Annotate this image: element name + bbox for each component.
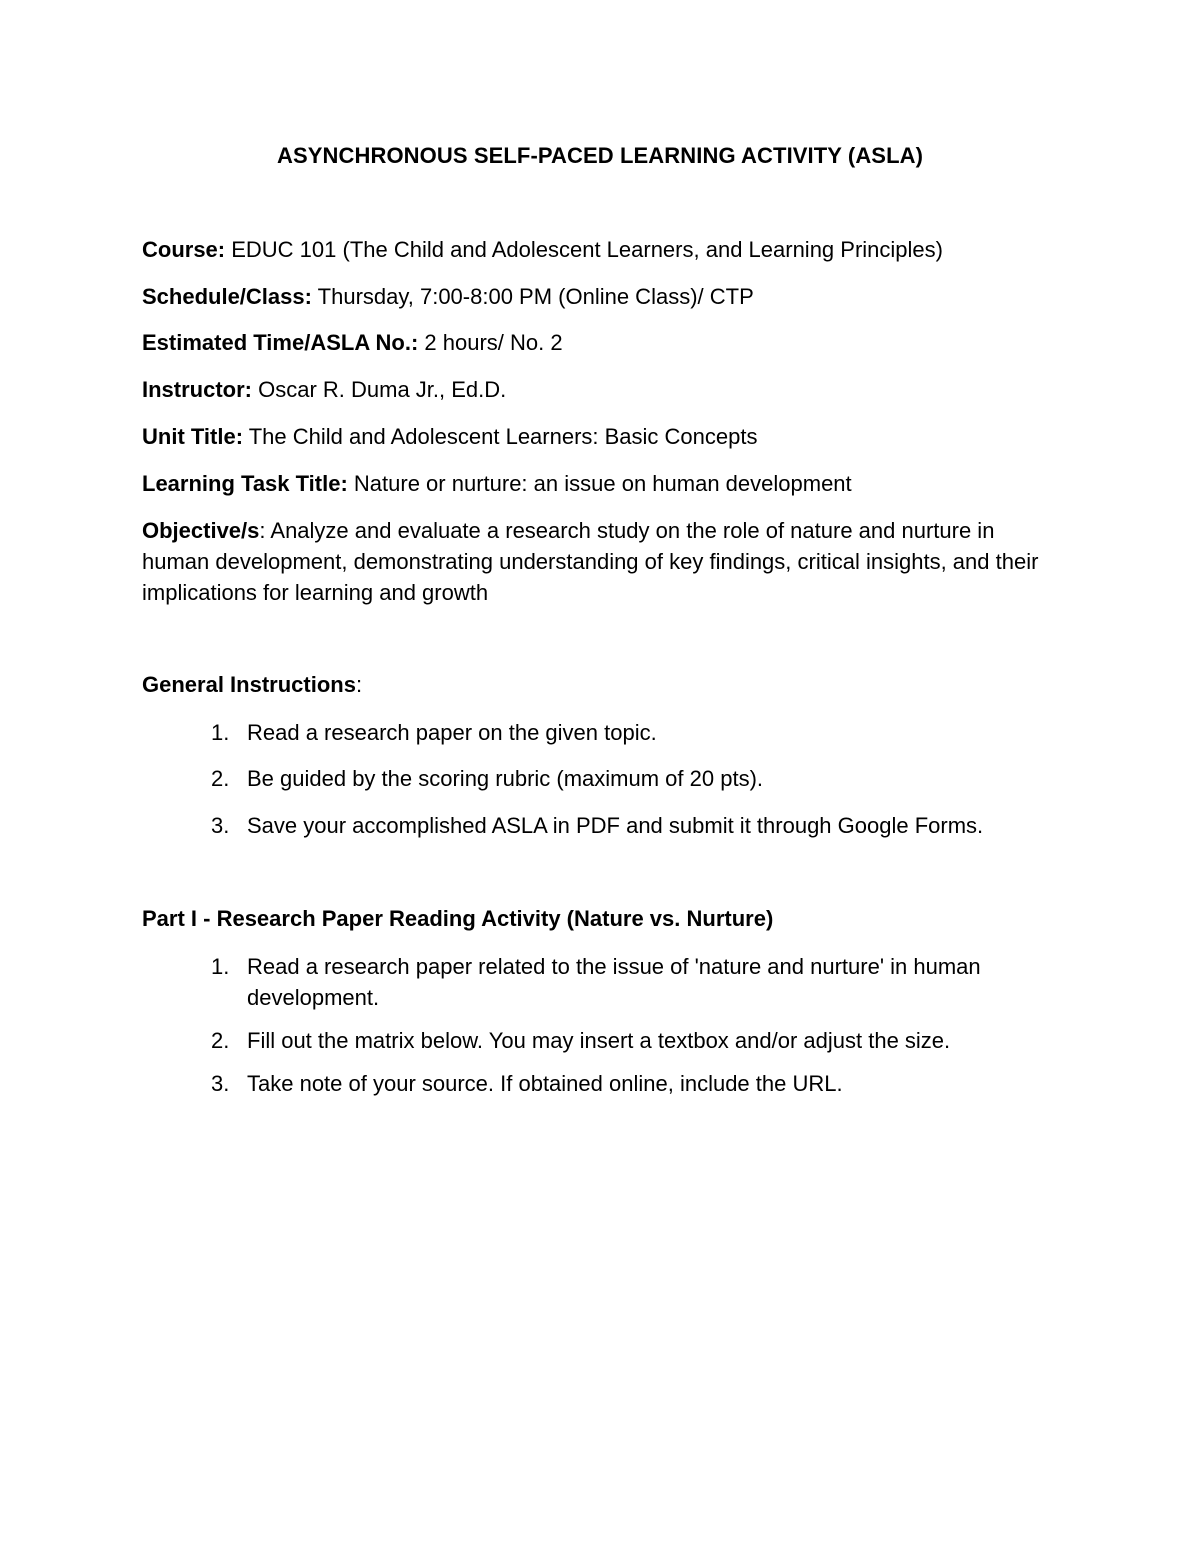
course-field — [142, 234, 1062, 265]
list-item — [0, 1068, 1047, 1099]
part1-list — [0, 951, 1047, 1099]
document-title: ASYNCHRONOUS SELF-PACED LEARNING ACTIVITY (ASLA) — [276, 143, 924, 168]
unit-title-label: Unit Title: — [142, 424, 244, 449]
estimated-time-field — [142, 327, 1062, 358]
list-item-number: 3. — [211, 1071, 230, 1096]
unit-title-field — [142, 421, 1062, 452]
list-item — [0, 717, 1047, 748]
list-item — [0, 1025, 1047, 1056]
list-item — [0, 763, 1047, 794]
list-item-number: 1. — [211, 954, 230, 979]
instructor-field — [142, 374, 1062, 405]
list-item — [0, 951, 1037, 1013]
objectives-label: Objective/s — [142, 518, 260, 543]
general-instructions-heading — [142, 672, 362, 698]
schedule-value: Thursday, 7:00-8:00 PM (Online Class)/ CTP — [311, 284, 754, 309]
course-value: EDUC 101 (The Child and Adolescent Learners, and Learning Principles) — [225, 237, 943, 262]
learning-task-value: Nature or nurture: an issue on human development — [347, 471, 852, 496]
instructor-value: Oscar R. Duma Jr., Ed.D. — [252, 377, 507, 402]
objectives-field — [142, 515, 1062, 608]
estimated-time-value: 2 hours/ No. 2 — [418, 330, 563, 355]
instructor-label: Instructor: — [142, 377, 252, 402]
list-item-text: Take note of your source. If obtained online, include the URL. — [247, 1071, 843, 1096]
general-instructions-list — [0, 717, 1047, 841]
course-label: Course: — [142, 237, 226, 262]
list-item-text: Read a research paper on the given topic. — [247, 720, 657, 745]
list-item-number: 2. — [211, 766, 230, 791]
list-item-number: 2. — [211, 1028, 230, 1053]
list-item-text: Save your accomplished ASLA in PDF and submit it through Google Forms. — [247, 813, 984, 838]
estimated-time-label: Estimated Time/ASLA No.: — [142, 330, 419, 355]
list-item — [0, 810, 1047, 841]
list-item-text: Read a research paper related to the issue of 'nature and nurture' in human development. — [247, 954, 981, 1010]
list-item-text: Be guided by the scoring rubric (maximum of 20 pts). — [247, 766, 764, 791]
list-item-number: 1. — [211, 720, 230, 745]
learning-task-label: Learning Task Title: — [142, 471, 348, 496]
list-item-number: 3. — [211, 813, 230, 838]
schedule-field — [142, 281, 1062, 312]
part1-heading: Part I - Research Paper Reading Activity (Nature vs. Nurture) — [142, 906, 774, 931]
list-item-text: Fill out the matrix below. You may insert a textbox and/or adjust the size. — [247, 1028, 951, 1053]
general-instructions-colon: : — [355, 672, 363, 697]
general-instructions-heading-text: General Instructions — [142, 672, 356, 697]
objectives-value: : Analyze and evaluate a research study on the role of nature and nurture in human development, demonstrating understanding of key findings, critical insights, and their implications for learning and growth — [142, 518, 1039, 605]
learning-task-field — [142, 468, 1062, 499]
schedule-label: Schedule/Class: — [142, 284, 312, 309]
unit-title-value: The Child and Adolescent Learners: Basic Concepts — [243, 424, 758, 449]
